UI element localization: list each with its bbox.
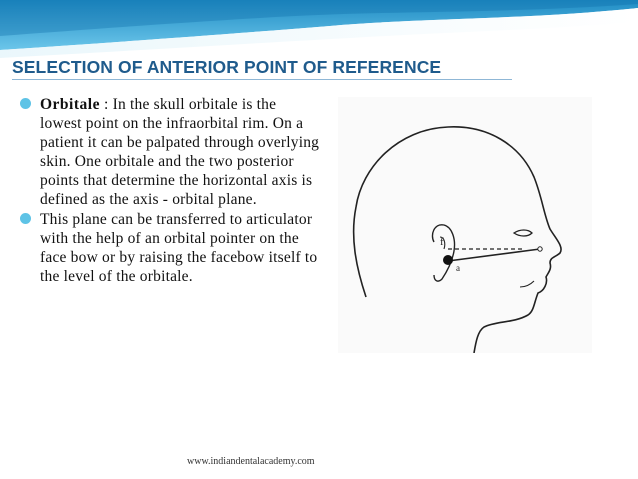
bullet-dot-icon xyxy=(20,98,31,109)
condyle-point xyxy=(443,255,453,265)
head-outline xyxy=(354,127,561,353)
eye-outline xyxy=(514,230,532,236)
header-wave-decoration xyxy=(0,0,638,60)
bullet-list xyxy=(20,95,320,287)
bullet-text: : In the skull orbitale is the lowest point on the infraorbital rim. On a patient it can be palpated through overlying skin. One orbitale and the two posterior points that determine the horizontal axis is defined as the axis - orbital plane. xyxy=(40,96,320,208)
bullet-orbitale xyxy=(20,95,320,209)
bullet-dot-icon xyxy=(20,213,31,224)
bullet-term: Orbitale xyxy=(40,96,100,113)
ear-outline xyxy=(432,225,454,281)
title-underline xyxy=(12,79,512,80)
axis-orbital-line xyxy=(448,249,540,261)
label-f: f xyxy=(440,236,444,248)
bullet-plane-transfer xyxy=(20,210,320,286)
head-profile-illustration xyxy=(338,97,592,353)
bullet-text: This plane can be transferred to articulator with the help of an orbital pointer on the face bow or by raising the facebow itself to the level of the orbitale. xyxy=(40,211,318,285)
label-a: a xyxy=(456,263,460,273)
footer-url: www.indiandentalacademy.com xyxy=(187,456,315,467)
slide-title: SELECTION OF ANTERIOR POINT OF REFERENCE xyxy=(12,57,442,77)
